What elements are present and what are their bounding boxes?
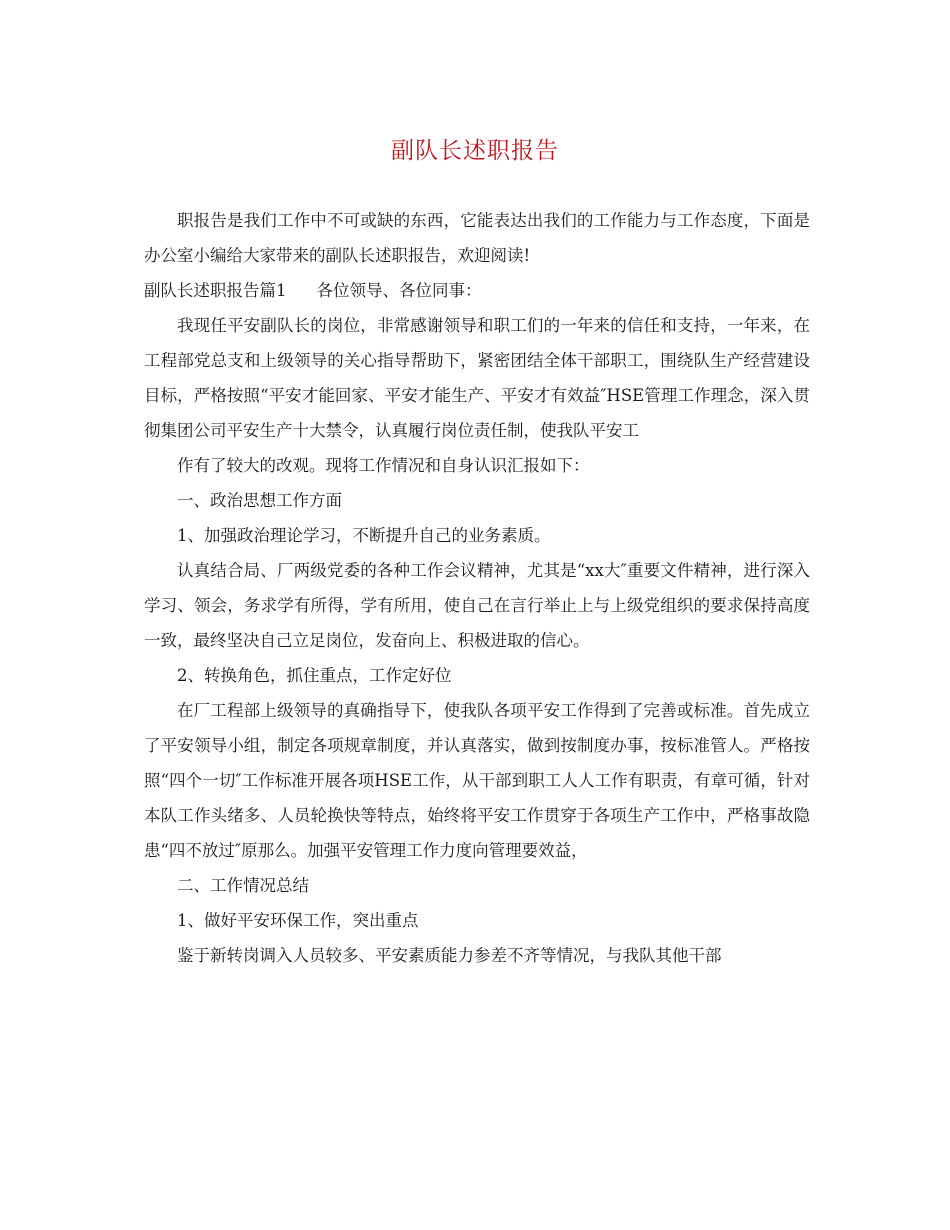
heading-political-work: 一、政治思想工作方面 — [177, 491, 342, 510]
paragraph-safety-environment: 鉴于新转岗调入人员较多、平安素质能力参差不齐等情况，与我队其他干部 — [177, 946, 722, 965]
paragraph-role-change: 在厂工程部上级领导的真确指导下，使我队各项平安工作得到了完善或标准。首先成立了平安领导小组，制定各项规章制度，并认真落实，做到按制度办事，按标准管人。严格按照“四个一切″工作标准开展各项HSE工作，从干部到职工人人工作有职责，有章可循，针对本队工作头绪多、人员轮换快等特点，始终将平安工作贯穿于各项生产工作中，严格事故隐患“四不放过″原那么。加强平安管理工作力度向管理要效益， — [144, 701, 810, 860]
heading-work-summary: 二、工作情况总结 — [177, 876, 309, 895]
paragraph-theory-study: 认真结合局、厂两级党委的各种工作会议精神，尤其是“xx大″重要文件精神，进行深入学习、领会，务求学有所得，学有所用，使自己在言行举止上与上级党组织的要求保持高度一致，最终坚决自己立足岗位，发奋向上、积极进取的信心。 — [144, 561, 810, 650]
subheading-role-change: 2、转换角色，抓住重点，工作定好位 — [177, 666, 452, 685]
subheading-theory-study: 1、加强政治理论学习，不断提升自己的业务素质。 — [177, 526, 551, 545]
section-heading-line — [144, 273, 810, 308]
document-body — [144, 203, 810, 973]
paragraph-position-statement: 我现任平安副队长的岗位，非常感谢领导和职工们的一年来的信任和支持，一年来，在工程部党总支和上级领导的关心指导帮助下，紧密团结全体干部职工，围绕队生产经营建设目标，严格按照“平安才能回家、平安才能生产、平安才有效益″HSE管理工作理念，深入贯彻集团公司平安生产十大禁令，认真履行岗位责任制，使我队平安工 — [144, 316, 810, 440]
intro-paragraph: 职报告是我们工作中不可或缺的东西，它能表达出我们的工作能力与工作态度，下面是办公室小编给大家带来的副队长述职报告，欢迎阅读! — [144, 211, 810, 265]
greeting: 各位领导、各位同事： — [316, 281, 482, 300]
document-title: 副队长述职报告 — [391, 138, 559, 164]
paragraph-report-intro: 作有了较大的改观。现将工作情况和自身认识汇报如下： — [177, 456, 590, 475]
section-heading: 副队长述职报告篇1 — [144, 281, 287, 300]
subheading-safety-environment: 1、做好平安环保工作，突出重点 — [177, 911, 419, 930]
